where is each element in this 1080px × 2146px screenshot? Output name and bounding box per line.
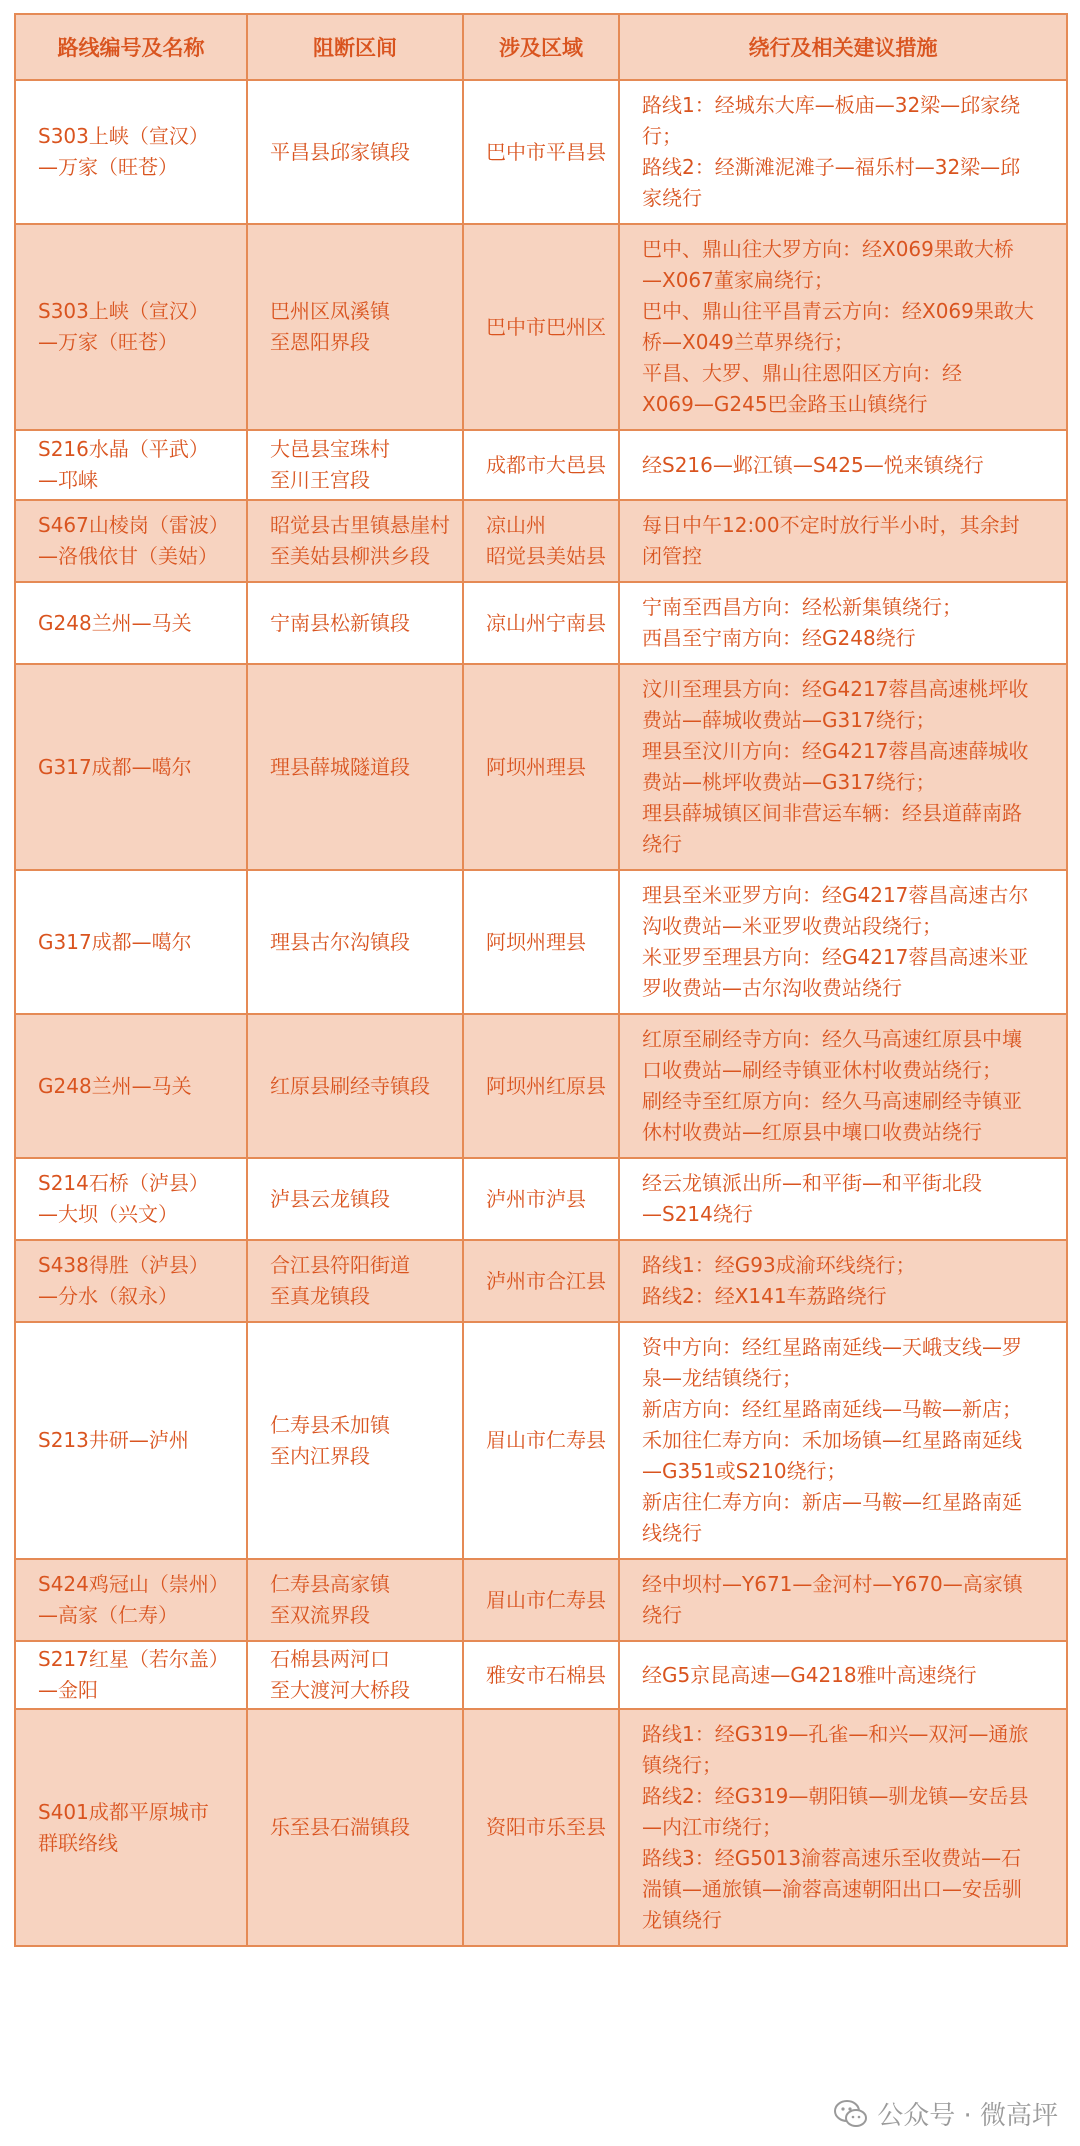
table-header-row: [15, 14, 1067, 80]
cell-detour-line: 路线2：经X141车荔路绕行: [642, 1284, 887, 1308]
cell-section-line: 理县古尔沟镇段: [270, 929, 410, 954]
cell-detour-line: 休村收费站—红原县中壤口收费站绕行: [642, 1120, 982, 1144]
table-body: [15, 80, 1067, 1946]
table-row: [15, 1322, 1067, 1559]
cell-detour-line: 口收费站—刷经寺镇亚休村收费站绕行；: [642, 1058, 1002, 1082]
cell-area-line: 凉山州宁南县: [486, 610, 606, 635]
cell-detour-line: 新店方向：经红星路南延线—马鞍—新店；: [642, 1397, 1022, 1421]
cell-route: [15, 430, 247, 500]
cell-route-line: S467山棱岗（雷波）: [38, 513, 229, 537]
cell-route-line: —高家（仁寿）: [38, 1603, 178, 1627]
cell-route: [15, 582, 247, 664]
cell-route: [15, 224, 247, 430]
cell-area: [463, 1641, 619, 1709]
cell-section-line: 至美姑县柳洪乡段: [270, 544, 430, 568]
cell-section-line: 至双流界段: [270, 1603, 370, 1627]
cell-section-line: 大邑县宝珠村: [270, 437, 390, 461]
cell-detour-line: 桥—X049兰草界绕行；: [642, 330, 854, 354]
table-row: [15, 582, 1067, 664]
cell-section-line: 昭觉县古里镇悬崖村: [270, 513, 450, 537]
cell-area: [463, 430, 619, 500]
cell-detour-line: 费站—桃坪收费站—G317绕行；: [642, 770, 936, 794]
cell-area: [463, 1709, 619, 1946]
wechat-icon: [833, 2099, 869, 2129]
cell-route: [15, 664, 247, 870]
cell-detour-line: 巴中、鼎山往大罗方向：经X069果敢大桥: [642, 237, 1014, 261]
cell-detour-line: 红原至刷经寺方向：经久马高速红原县中壤: [642, 1027, 1022, 1051]
cell-detour-line: 路线3：经G5013渝蓉高速乐至收费站—石: [642, 1846, 1022, 1870]
cell-area-line: 巴中市巴州区: [486, 314, 606, 339]
watermark-text: 公众号 · 微高坪: [877, 2101, 1058, 2131]
cell-route-line: —万家（旺苍）: [38, 330, 178, 354]
table-row: [15, 1014, 1067, 1158]
cell-area: [463, 1322, 619, 1559]
header-area: 涉及区域: [463, 14, 619, 80]
cell-area: [463, 224, 619, 430]
cell-route: [15, 80, 247, 224]
cell-route-line: —邛崃: [38, 468, 98, 492]
table-row: [15, 224, 1067, 430]
cell-detour: [619, 1158, 1067, 1240]
cell-route: [15, 870, 247, 1014]
cell-area-line: 泸州市合江县: [486, 1268, 606, 1293]
cell-area: [463, 1158, 619, 1240]
cell-section-line: 石棉县两河口: [270, 1647, 390, 1671]
cell-section: [247, 1709, 463, 1946]
cell-area-line: 昭觉县美姑县: [486, 544, 606, 568]
cell-area-line: 阿坝州红原县: [486, 1073, 606, 1098]
table-row: [15, 664, 1067, 870]
cell-detour-line: 刷经寺至红原方向：经久马高速刷经寺镇亚: [642, 1089, 1022, 1113]
cell-detour-line: 绕行: [642, 832, 682, 856]
cell-section: [247, 1641, 463, 1709]
header-route: 路线编号及名称: [15, 14, 247, 80]
cell-area-line: 眉山市仁寿县: [486, 1587, 606, 1612]
cell-detour-line: 罗收费站—古尔沟收费站绕行: [642, 976, 902, 1000]
cell-route-line: —分水（叙永）: [38, 1284, 178, 1308]
cell-detour: [619, 664, 1067, 870]
cell-detour-line: —内江市绕行；: [642, 1815, 782, 1839]
cell-detour-line: 理县薛城镇区间非营运车辆：经县道薛南路: [642, 801, 1022, 825]
cell-area-line: 阿坝州理县: [486, 754, 586, 779]
cell-area: [463, 1559, 619, 1641]
cell-detour: [619, 500, 1067, 582]
cell-detour: [619, 1559, 1067, 1641]
cell-section: [247, 1240, 463, 1322]
cell-section: [247, 664, 463, 870]
road-closure-table-container: [14, 13, 1066, 1947]
cell-detour-line: 资中方向：经红星路南延线—天峨支线—罗: [642, 1335, 1022, 1359]
cell-detour-line: 经G5京昆高速—G4218雅叶高速绕行: [642, 1662, 977, 1687]
cell-route: [15, 1240, 247, 1322]
cell-section: [247, 1322, 463, 1559]
header-section: 阻断区间: [247, 14, 463, 80]
cell-detour-line: 经中坝村—Y671—金河村—Y670—高家镇: [642, 1572, 1023, 1596]
cell-route: [15, 500, 247, 582]
cell-section: [247, 1014, 463, 1158]
cell-section-line: 至川王宫段: [270, 468, 370, 492]
table-row: [15, 870, 1067, 1014]
cell-route-line: G317成都—噶尔: [38, 929, 192, 954]
cell-route-line: G317成都—噶尔: [38, 754, 192, 779]
cell-route-line: S438得胜（泸县）: [38, 1253, 209, 1277]
cell-detour: [619, 1322, 1067, 1559]
table-row: [15, 1641, 1067, 1709]
cell-section: [247, 1158, 463, 1240]
cell-area-line: 眉山市仁寿县: [486, 1428, 606, 1452]
cell-area-line: 成都市大邑县: [486, 452, 606, 477]
cell-detour: [619, 80, 1067, 224]
cell-detour-line: 西昌至宁南方向：经G248绕行: [642, 626, 916, 650]
cell-area: [463, 582, 619, 664]
cell-section-line: 红原县刷经寺镇段: [270, 1073, 430, 1098]
cell-detour: [619, 430, 1067, 500]
cell-route-line: S214石桥（泸县）: [38, 1171, 209, 1195]
cell-detour-line: X069—G245巴金路玉山镇绕行: [642, 392, 928, 416]
cell-section: [247, 870, 463, 1014]
cell-detour-line: 行；: [642, 124, 682, 148]
cell-detour-line: 路线2：经澌滩泥滩子—福乐村—32梁—邱: [642, 155, 1021, 179]
cell-area: [463, 870, 619, 1014]
road-closure-table: [14, 13, 1068, 1947]
cell-route-line: S303上峡（宣汉）: [38, 124, 209, 148]
cell-detour-line: 镇绕行；: [642, 1753, 722, 1777]
cell-route-line: S424鸡冠山（崇州）: [38, 1572, 229, 1596]
cell-route: [15, 1641, 247, 1709]
cell-detour-line: 新店往仁寿方向：新店—马鞍—红星路南延: [642, 1490, 1022, 1514]
cell-section: [247, 1559, 463, 1641]
cell-route-line: S217红星（若尔盖）: [38, 1647, 229, 1671]
cell-route-line: S303上峡（宣汉）: [38, 299, 209, 323]
table-row: [15, 1559, 1067, 1641]
cell-detour-line: 路线1：经G319—孔雀—和兴—双河—通旅: [642, 1722, 1029, 1746]
cell-detour: [619, 1014, 1067, 1158]
table-row: [15, 500, 1067, 582]
cell-route-line: 群联络线: [38, 1830, 118, 1855]
cell-area: [463, 1014, 619, 1158]
cell-route-line: —金阳: [38, 1678, 98, 1702]
cell-detour-line: 每日中午12:00不定时放行半小时，其余封: [642, 513, 1020, 537]
cell-detour: [619, 1709, 1067, 1946]
cell-detour-line: 路线1：经城东大库—板庙—32梁—邱家绕: [642, 93, 1021, 117]
cell-detour-line: 沟收费站—米亚罗收费站段绕行；: [642, 914, 942, 938]
cell-route-line: S213井研—泸州: [38, 1428, 189, 1452]
cell-route-line: —洛俄依甘（美姑）: [38, 544, 218, 568]
cell-area: [463, 80, 619, 224]
cell-area-line: 雅安市石棉县: [486, 1662, 606, 1687]
cell-detour-line: 绕行: [642, 1603, 682, 1627]
cell-detour-line: 龙镇绕行: [642, 1908, 722, 1932]
cell-route-line: —大坝（兴文）: [38, 1202, 178, 1226]
cell-section-line: 宁南县松新镇段: [270, 610, 410, 635]
cell-detour-line: 巴中、鼎山往平昌青云方向：经X069果敢大: [642, 299, 1034, 323]
cell-section: [247, 430, 463, 500]
cell-route: [15, 1014, 247, 1158]
cell-detour-line: 路线2：经G319—朝阳镇—驯龙镇—安岳县: [642, 1784, 1029, 1808]
cell-detour-line: 路线1：经G93成渝环线绕行；: [642, 1253, 916, 1277]
cell-area-line: 巴中市平昌县: [486, 139, 606, 164]
cell-detour-line: 理县至汶川方向：经G4217蓉昌高速薛城收: [642, 739, 1029, 763]
cell-section: [247, 224, 463, 430]
cell-route-line: S216水晶（平武）: [38, 437, 209, 461]
cell-section: [247, 582, 463, 664]
cell-route-line: S401成都平原城市: [38, 1799, 209, 1824]
cell-section-line: 巴州区凤溪镇: [270, 299, 390, 323]
cell-detour-line: 平昌、大罗、鼎山往恩阳区方向：经: [642, 361, 962, 385]
cell-detour-line: 经S216—邺江镇—S425—悦来镇绕行: [642, 452, 984, 477]
cell-route-line: G248兰州—马关: [38, 1073, 192, 1098]
cell-area-line: 泸州市泸县: [486, 1186, 586, 1211]
cell-section: [247, 80, 463, 224]
cell-detour: [619, 582, 1067, 664]
cell-route: [15, 1709, 247, 1946]
cell-section: [247, 500, 463, 582]
cell-section-line: 理县薛城隧道段: [270, 754, 410, 779]
cell-section-line: 至内江界段: [270, 1443, 370, 1468]
cell-detour-line: 汶川至理县方向：经G4217蓉昌高速桃坪收: [642, 677, 1029, 701]
cell-detour-line: 线绕行: [642, 1521, 702, 1545]
table-row: [15, 1240, 1067, 1322]
cell-area-line: 阿坝州理县: [486, 929, 586, 954]
cell-section-line: 仁寿县高家镇: [270, 1572, 390, 1596]
watermark: [833, 2095, 1058, 2132]
cell-section-line: 乐至县石湍镇段: [270, 1815, 410, 1839]
cell-detour: [619, 870, 1067, 1014]
cell-section-line: 平昌县邱家镇段: [270, 139, 410, 164]
cell-route: [15, 1158, 247, 1240]
cell-detour-line: 禾加往仁寿方向：禾加场镇—红星路南延线: [642, 1428, 1022, 1452]
cell-section-line: 合江县符阳街道: [270, 1253, 410, 1277]
cell-section-line: 仁寿县禾加镇: [270, 1412, 390, 1437]
cell-detour-line: —X067董家扁绕行；: [642, 268, 834, 292]
cell-detour: [619, 1641, 1067, 1709]
cell-detour-line: 经云龙镇派出所—和平街—和平街北段: [642, 1171, 982, 1195]
table-row: [15, 1158, 1067, 1240]
cell-detour-line: —G351或S210绕行；: [642, 1459, 847, 1483]
cell-section-line: 泸县云龙镇段: [270, 1186, 390, 1211]
table-row: [15, 80, 1067, 224]
cell-detour: [619, 1240, 1067, 1322]
cell-route-line: G248兰州—马关: [38, 610, 192, 635]
header-detour: 绕行及相关建议措施: [619, 14, 1067, 80]
cell-detour-line: —S214绕行: [642, 1202, 753, 1226]
cell-detour: [619, 224, 1067, 430]
table-row: [15, 1709, 1067, 1946]
cell-area-line: 资阳市乐至县: [486, 1815, 606, 1839]
cell-detour-line: 费站—薛城收费站—G317绕行；: [642, 708, 936, 732]
cell-detour-line: 家绕行: [642, 186, 702, 210]
cell-area-line: 凉山州: [486, 513, 546, 537]
table-row: [15, 430, 1067, 500]
cell-detour-line: 宁南至西昌方向：经松新集镇绕行；: [642, 595, 962, 619]
cell-section-line: 至真龙镇段: [270, 1284, 370, 1308]
cell-section-line: 至大渡河大桥段: [270, 1678, 410, 1702]
cell-area: [463, 500, 619, 582]
cell-route: [15, 1559, 247, 1641]
cell-detour-line: 闭管控: [642, 544, 702, 568]
cell-route: [15, 1322, 247, 1559]
cell-area: [463, 664, 619, 870]
cell-detour-line: 湍镇—通旅镇—渝蓉高速朝阳出口—安岳驯: [642, 1877, 1022, 1901]
cell-section-line: 至恩阳界段: [270, 330, 370, 354]
cell-route-line: —万家（旺苍）: [38, 155, 178, 179]
cell-detour-line: 泉—龙结镇绕行；: [642, 1366, 802, 1390]
cell-area: [463, 1240, 619, 1322]
cell-detour-line: 米亚罗至理县方向：经G4217蓉昌高速米亚: [642, 945, 1029, 969]
cell-detour-line: 理县至米亚罗方向：经G4217蓉昌高速古尔: [642, 883, 1029, 907]
